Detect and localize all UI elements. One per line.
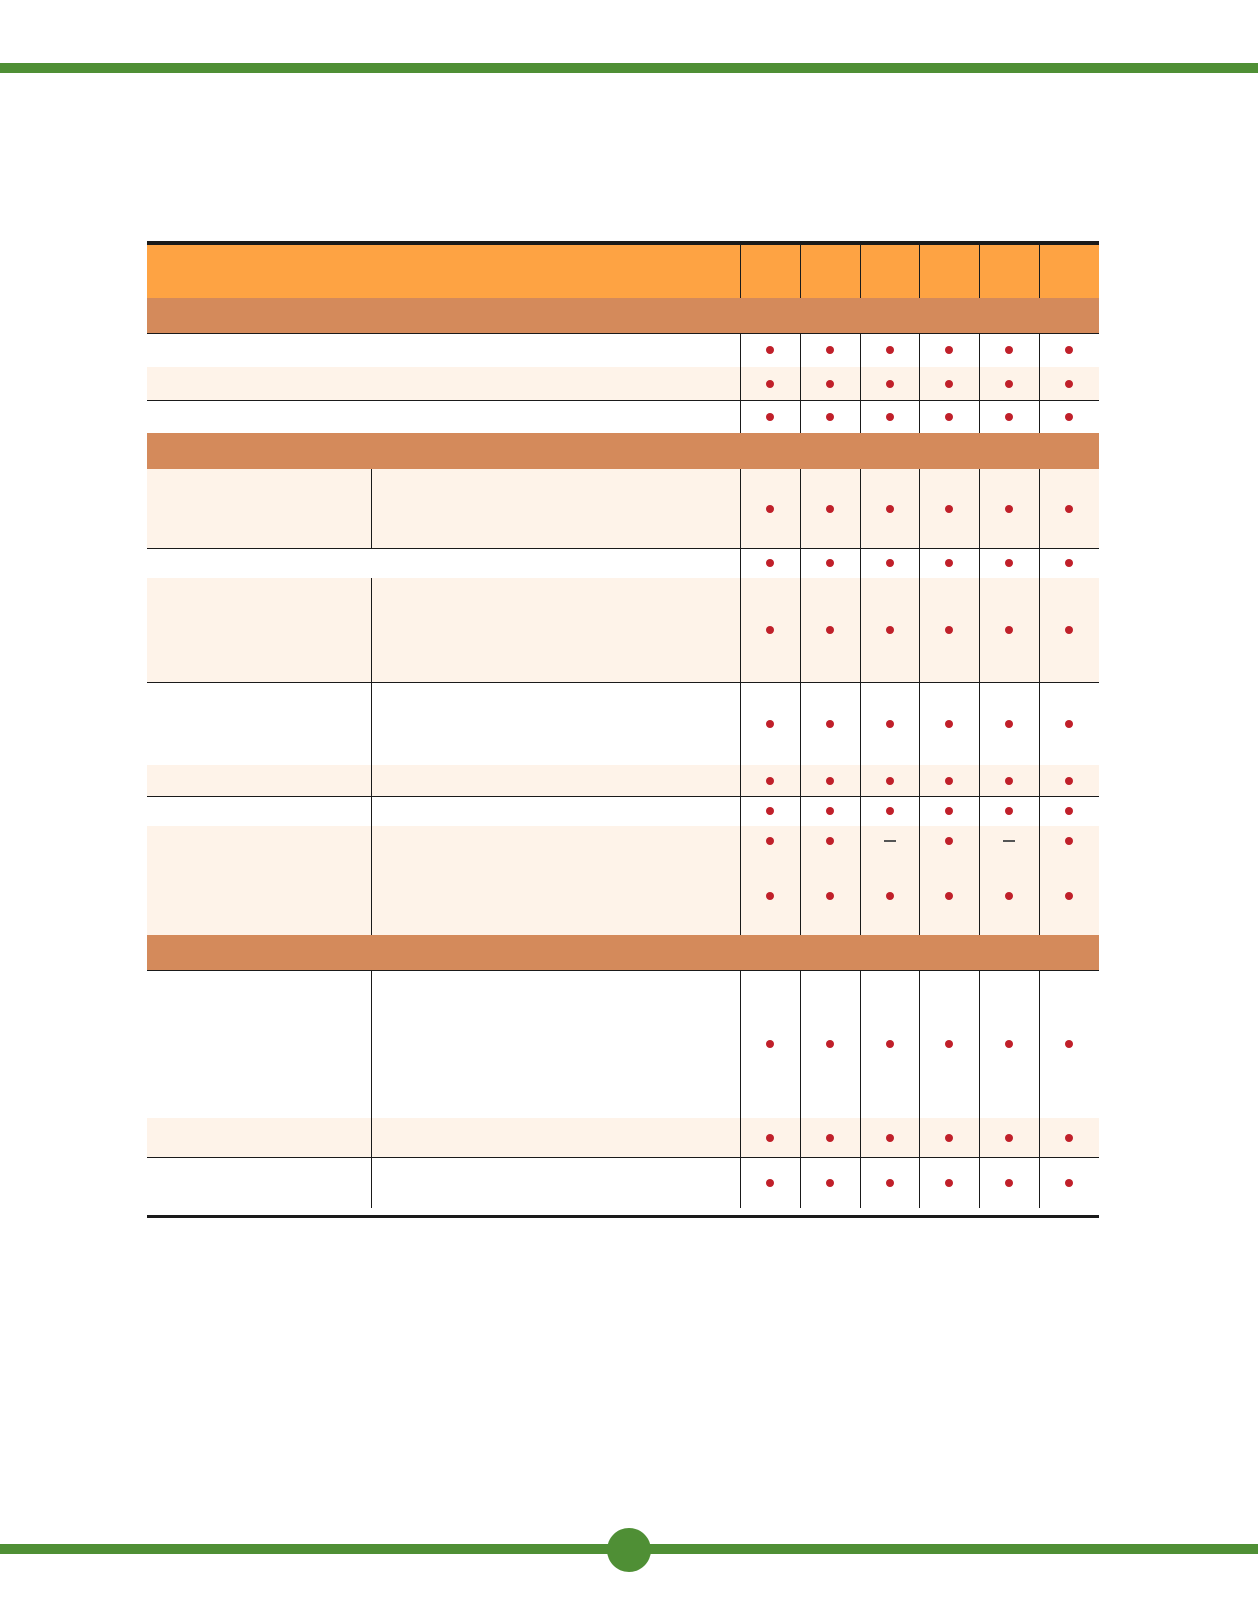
availability-dot	[826, 380, 834, 388]
header-column-divider	[860, 245, 861, 298]
availability-dot	[886, 413, 894, 421]
availability-dot	[826, 807, 834, 815]
availability-dot	[1065, 346, 1073, 354]
availability-dot	[886, 380, 894, 388]
availability-dot	[886, 559, 894, 567]
label-column-divider	[371, 765, 372, 796]
table-row	[147, 578, 1099, 682]
table-row	[147, 400, 1099, 433]
label-column-divider	[371, 1118, 372, 1157]
availability-dot	[766, 807, 774, 815]
mark-column-divider	[860, 826, 861, 856]
mark-column-divider	[1039, 400, 1040, 433]
header-column-divider	[740, 245, 741, 298]
table-row	[147, 548, 1099, 578]
mark-column-divider	[740, 548, 741, 578]
mark-column-divider	[919, 469, 920, 548]
availability-dot	[766, 1134, 774, 1142]
mark-column-divider	[740, 1118, 741, 1157]
mark-column-divider	[1039, 765, 1040, 796]
page-number-badge	[607, 1528, 651, 1572]
availability-dot	[826, 837, 834, 845]
mark-column-divider	[1039, 970, 1040, 1118]
mark-column-divider	[1039, 796, 1040, 826]
header-column-divider	[1039, 245, 1040, 298]
availability-dot	[766, 346, 774, 354]
availability-dot	[766, 559, 774, 567]
feature-comparison-table	[147, 241, 1099, 1218]
mark-column-divider	[979, 765, 980, 796]
mark-column-divider	[979, 548, 980, 578]
mark-column-divider	[800, 856, 801, 935]
availability-dot	[945, 720, 953, 728]
section-header-row	[147, 433, 1099, 469]
availability-dot	[1065, 626, 1073, 634]
availability-dot	[945, 1134, 953, 1142]
mark-column-divider	[919, 970, 920, 1118]
availability-dot	[1005, 1134, 1013, 1142]
availability-dot	[886, 1134, 894, 1142]
table-row	[147, 826, 1099, 856]
mark-column-divider	[979, 970, 980, 1118]
availability-dot	[1065, 720, 1073, 728]
mark-column-divider	[919, 1118, 920, 1157]
table-row	[147, 856, 1099, 935]
availability-dot	[886, 1179, 894, 1187]
table-row	[147, 1157, 1099, 1208]
mark-column-divider	[1039, 548, 1040, 578]
availability-dot	[945, 346, 953, 354]
mark-column-divider	[1039, 367, 1040, 400]
mark-column-divider	[1039, 578, 1040, 682]
mark-column-divider	[860, 548, 861, 578]
table-row	[147, 1118, 1099, 1157]
availability-dot	[1005, 626, 1013, 634]
availability-dot	[945, 892, 953, 900]
availability-dot	[1065, 1040, 1073, 1048]
availability-dot	[1005, 1179, 1013, 1187]
mark-column-divider	[860, 367, 861, 400]
mark-column-divider	[919, 333, 920, 367]
table-row	[147, 796, 1099, 826]
availability-dot	[945, 1179, 953, 1187]
availability-dot	[886, 777, 894, 785]
mark-column-divider	[740, 796, 741, 826]
mark-column-divider	[919, 765, 920, 796]
availability-dot	[945, 807, 953, 815]
availability-dot	[1005, 777, 1013, 785]
section-header-row	[147, 935, 1099, 970]
mark-column-divider	[860, 970, 861, 1118]
mark-column-divider	[800, 333, 801, 367]
availability-dot	[826, 413, 834, 421]
not-available-dash	[1003, 840, 1015, 842]
availability-dot	[945, 626, 953, 634]
availability-dot	[826, 892, 834, 900]
header-column-divider	[979, 245, 980, 298]
not-available-dash	[884, 840, 896, 842]
availability-dot	[766, 626, 774, 634]
mark-column-divider	[979, 578, 980, 682]
mark-column-divider	[1039, 1157, 1040, 1208]
mark-column-divider	[979, 682, 980, 765]
availability-dot	[1065, 559, 1073, 567]
availability-dot	[826, 626, 834, 634]
mark-column-divider	[860, 856, 861, 935]
mark-column-divider	[1039, 826, 1040, 856]
mark-column-divider	[740, 1157, 741, 1208]
header-column-divider	[919, 245, 920, 298]
mark-column-divider	[860, 333, 861, 367]
mark-column-divider	[860, 682, 861, 765]
mark-column-divider	[919, 796, 920, 826]
mark-column-divider	[1039, 682, 1040, 765]
availability-dot	[766, 720, 774, 728]
mark-column-divider	[800, 578, 801, 682]
availability-dot	[1065, 777, 1073, 785]
table-row	[147, 367, 1099, 400]
mark-column-divider	[740, 682, 741, 765]
mark-column-divider	[800, 1118, 801, 1157]
mark-column-divider	[919, 826, 920, 856]
mark-column-divider	[919, 856, 920, 935]
availability-dot	[886, 505, 894, 513]
availability-dot	[1005, 505, 1013, 513]
availability-dot	[945, 413, 953, 421]
availability-dot	[945, 777, 953, 785]
availability-dot	[945, 1040, 953, 1048]
availability-dot	[1065, 892, 1073, 900]
availability-dot	[886, 1040, 894, 1048]
mark-column-divider	[800, 682, 801, 765]
availability-dot	[945, 505, 953, 513]
availability-dot	[766, 777, 774, 785]
mark-column-divider	[800, 469, 801, 548]
availability-dot	[1065, 1134, 1073, 1142]
mark-column-divider	[740, 970, 741, 1118]
mark-column-divider	[979, 333, 980, 367]
availability-dot	[826, 720, 834, 728]
mark-column-divider	[979, 826, 980, 856]
mark-column-divider	[800, 796, 801, 826]
label-column-divider	[371, 578, 372, 682]
mark-column-divider	[740, 578, 741, 682]
mark-column-divider	[1039, 1118, 1040, 1157]
mark-column-divider	[800, 400, 801, 433]
availability-dot	[1005, 720, 1013, 728]
availability-dot	[826, 777, 834, 785]
table-row	[147, 765, 1099, 796]
table-row	[147, 469, 1099, 548]
availability-dot	[945, 559, 953, 567]
availability-dot	[766, 1040, 774, 1048]
mark-column-divider	[860, 578, 861, 682]
label-column-divider	[371, 469, 372, 548]
mark-column-divider	[919, 548, 920, 578]
mark-column-divider	[740, 765, 741, 796]
availability-dot	[1005, 346, 1013, 354]
mark-column-divider	[919, 367, 920, 400]
availability-dot	[766, 892, 774, 900]
table-row	[147, 682, 1099, 765]
section-header-row	[147, 298, 1099, 333]
mark-column-divider	[919, 1157, 920, 1208]
availability-dot	[1005, 892, 1013, 900]
mark-column-divider	[860, 400, 861, 433]
mark-column-divider	[800, 1157, 801, 1208]
availability-dot	[1005, 380, 1013, 388]
mark-column-divider	[740, 367, 741, 400]
mark-column-divider	[740, 469, 741, 548]
availability-dot	[826, 505, 834, 513]
table-row	[147, 333, 1099, 367]
mark-column-divider	[800, 765, 801, 796]
availability-dot	[766, 380, 774, 388]
mark-column-divider	[1039, 856, 1040, 935]
top-rule	[0, 63, 1258, 73]
availability-dot	[945, 837, 953, 845]
header-column-divider	[800, 245, 801, 298]
availability-dot	[1005, 807, 1013, 815]
mark-column-divider	[740, 333, 741, 367]
mark-column-divider	[919, 682, 920, 765]
availability-dot	[1065, 837, 1073, 845]
availability-dot	[826, 1134, 834, 1142]
availability-dot	[1065, 1179, 1073, 1187]
mark-column-divider	[979, 367, 980, 400]
mark-column-divider	[1039, 469, 1040, 548]
mark-column-divider	[979, 469, 980, 548]
mark-column-divider	[979, 796, 980, 826]
mark-column-divider	[979, 1118, 980, 1157]
availability-dot	[886, 720, 894, 728]
mark-column-divider	[740, 826, 741, 856]
mark-column-divider	[800, 826, 801, 856]
mark-column-divider	[860, 765, 861, 796]
mark-column-divider	[860, 796, 861, 826]
availability-dot	[826, 346, 834, 354]
header-row	[147, 245, 1099, 298]
mark-column-divider	[860, 469, 861, 548]
mark-column-divider	[740, 400, 741, 433]
availability-dot	[1065, 807, 1073, 815]
availability-dot	[1065, 413, 1073, 421]
availability-dot	[945, 380, 953, 388]
label-column-divider	[371, 796, 372, 826]
availability-dot	[766, 413, 774, 421]
availability-dot	[886, 626, 894, 634]
availability-dot	[1005, 413, 1013, 421]
label-column-divider	[371, 826, 372, 856]
mark-column-divider	[979, 856, 980, 935]
availability-dot	[766, 837, 774, 845]
availability-dot	[1065, 505, 1073, 513]
availability-dot	[1005, 559, 1013, 567]
mark-column-divider	[860, 1157, 861, 1208]
label-column-divider	[371, 856, 372, 935]
table-row	[147, 970, 1099, 1118]
mark-column-divider	[800, 367, 801, 400]
availability-dot	[766, 1179, 774, 1187]
mark-column-divider	[800, 548, 801, 578]
label-column-divider	[371, 1157, 372, 1208]
mark-column-divider	[979, 1157, 980, 1208]
availability-dot	[826, 1179, 834, 1187]
availability-dot	[886, 892, 894, 900]
availability-dot	[1005, 1040, 1013, 1048]
availability-dot	[826, 1040, 834, 1048]
availability-dot	[766, 505, 774, 513]
availability-dot	[1065, 380, 1073, 388]
label-column-divider	[371, 682, 372, 765]
mark-column-divider	[800, 970, 801, 1118]
label-column-divider	[371, 970, 372, 1118]
availability-dot	[886, 346, 894, 354]
mark-column-divider	[919, 400, 920, 433]
mark-column-divider	[740, 856, 741, 935]
mark-column-divider	[919, 578, 920, 682]
mark-column-divider	[1039, 333, 1040, 367]
availability-dot	[826, 559, 834, 567]
mark-column-divider	[860, 1118, 861, 1157]
availability-dot	[886, 807, 894, 815]
mark-column-divider	[979, 400, 980, 433]
